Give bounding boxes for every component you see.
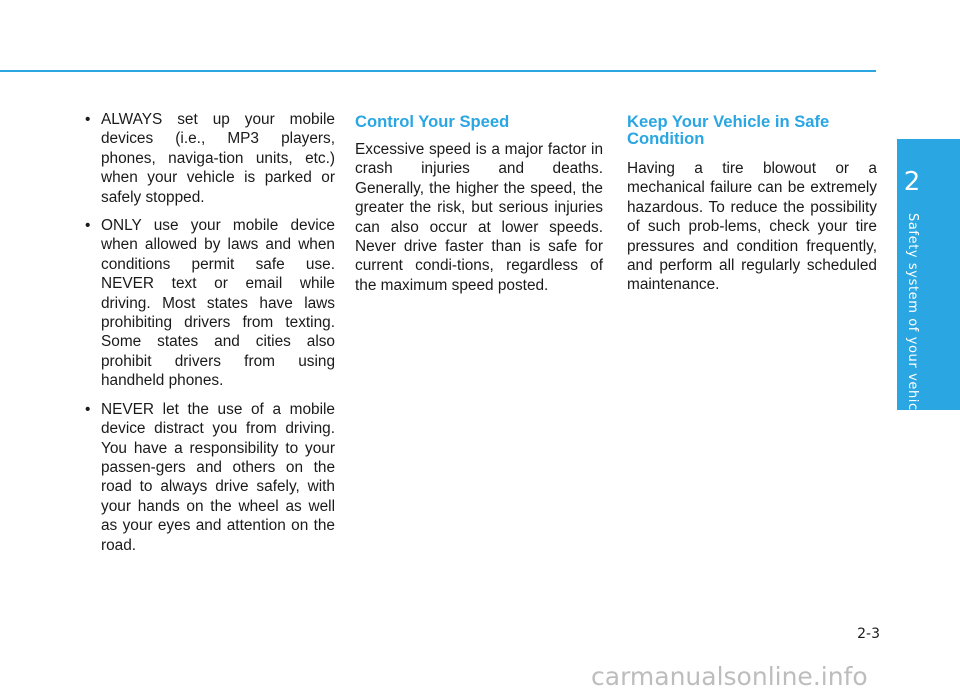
page-number: 2-3 (857, 626, 880, 642)
section-body-control-speed: Excessive speed is a major factor in crash injuries and deaths. Generally, the higher the speed, the greater the risk, but serious injuries can also occur at lower speeds. Never drive faster than is safe for current condi-tions, regardless of the maximum speed posted. (355, 141, 603, 294)
section-body-safe-condition: Having a tire blowout or a mechanical failure can be extremely hazardous. To reduce the possibility of such prob-lems, check your tire pressures and condition frequently, and perform all regularly scheduled maintenance. (627, 160, 877, 294)
list-item (83, 110, 335, 207)
chapter-tab (897, 139, 960, 424)
column-safe-condition (627, 110, 877, 295)
chapter-number: 2 (903, 167, 921, 197)
bullet-icon: • (85, 111, 91, 128)
column-mobile-devices (83, 110, 335, 564)
chapter-title: Safety system of your vehicle (905, 213, 920, 424)
bullet-text: ALWAYS set up your mobile devices (i.e., MP3 players, phones, naviga-tion units, etc.) when your vehicle is parked or safely stopped. (101, 111, 335, 206)
bullet-icon: • (85, 400, 91, 418)
section-heading-control-speed: Control Your Speed (355, 112, 510, 131)
bullet-text: NEVER let the use of a mobile device distract you from driving. You have a responsibility to your passen-gers and others on the road to always drive safely, with your hands on the wheel as well as your eyes and attention on the road. (101, 400, 335, 554)
header-rule (0, 70, 876, 72)
bullet-text: ONLY use your mobile device when allowed by laws and when conditions permit safe use. NEVER text or email while driving. Most states have laws prohibiting drivers from texting. Some states and cities also prohibit drivers from using handheld phones. (101, 217, 335, 390)
bullet-icon: • (85, 217, 91, 235)
column-control-speed (355, 110, 603, 295)
bullet-list (83, 110, 335, 555)
watermark: carmanualsonline.info (591, 662, 868, 691)
list-item (83, 216, 335, 391)
section-heading-safe-condition: Keep Your Vehicle in Safe Condition (627, 112, 830, 148)
list-item (83, 400, 335, 555)
